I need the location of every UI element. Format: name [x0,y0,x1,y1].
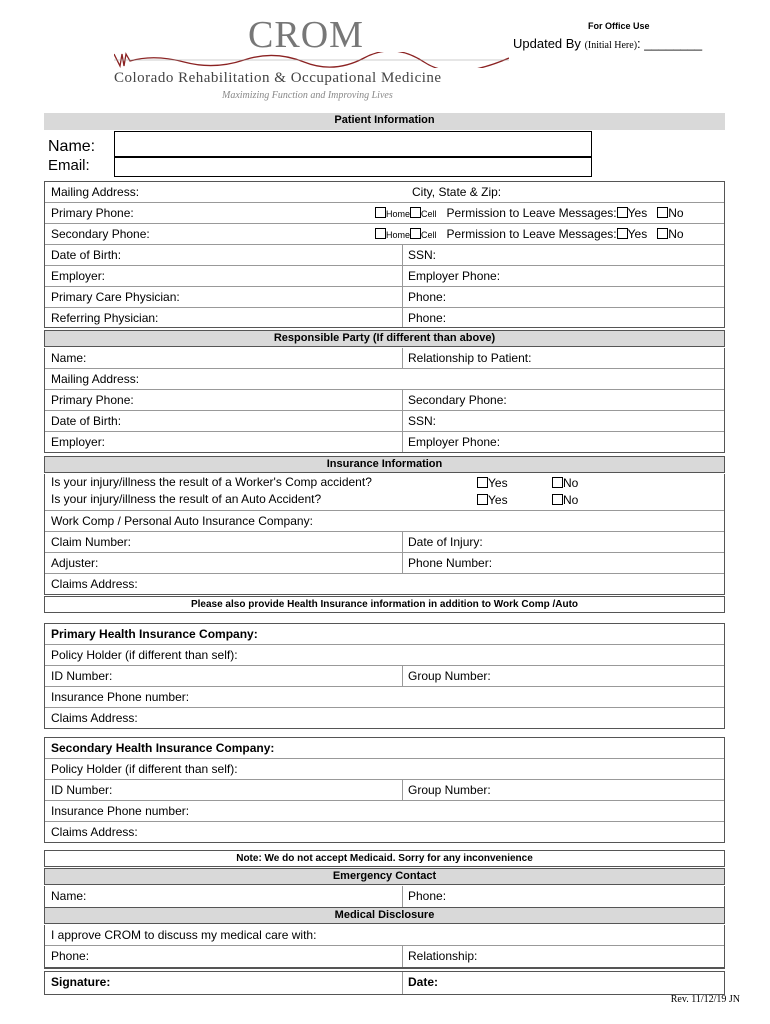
mailing-address-label: Mailing Address: [51,185,140,199]
rp-employer-label: Employer: [51,435,106,449]
insurance-company-label: Work Comp / Personal Auto Insurance Company: [51,514,313,528]
rp-relationship-label: Relationship to Patient: [408,351,532,365]
workers-comp-question: Is your injury/illness the result of a Worker's Comp accident? [51,475,372,489]
auto-accident-question: Is your injury/illness the result of an Auto Accident? [51,492,322,506]
logo-subtitle: Colorado Rehabilitation & Occupational Medicine [114,70,442,86]
primary-ins-phone-label: Insurance Phone number: [51,690,190,704]
cell-checkbox[interactable] [410,228,421,239]
row-rp-employer[interactable] [45,432,724,452]
row-primary-health-title[interactable] [45,624,724,645]
emergency-contact-heading: Emergency Contact [332,870,437,882]
row-rp-phone[interactable] [45,390,724,411]
no-label: No [668,227,684,241]
patient-info-bar [44,113,725,130]
cell-label: Cell [421,230,437,240]
column-divider [402,780,403,800]
home-label: Home [386,230,411,240]
permission-label: Permission to Leave Messages: [446,227,617,241]
yes-label: Yes [627,206,648,220]
health-insurance-note-bar [44,596,725,613]
responsible-party-bar [44,330,725,347]
row-secondary-health-title[interactable] [45,738,724,759]
cell-checkbox[interactable] [410,207,421,218]
column-divider [402,348,403,368]
workers-yes-checkbox[interactable] [477,477,488,488]
primary-health-table [44,623,725,729]
primary-health-title: Primary Health Insurance Company: [51,627,258,641]
row-signature[interactable] [45,972,724,994]
permission-yes-checkbox[interactable] [617,228,628,239]
row-primary-id[interactable] [45,666,724,687]
insurance-table [44,474,725,595]
column-divider [402,553,403,573]
insurance-info-bar [44,456,725,473]
row-employer[interactable] [45,266,724,287]
no-label: No [563,493,579,507]
responsible-party-heading: Responsible Party (If different than above) [273,332,496,344]
rp-dob-label: Date of Birth: [51,414,122,428]
row-secondary-phone[interactable] [45,224,724,245]
secondary-phone-label: Secondary Phone: [51,227,150,241]
secondary-ins-phone-label: Insurance Phone number: [51,804,190,818]
auto-no-checkbox[interactable] [552,494,563,505]
email-label: Email: [48,157,90,174]
row-dob[interactable] [45,245,724,266]
row-insurance-company[interactable] [45,511,724,532]
medicaid-note-bar [44,850,725,867]
disclosure-table [44,925,725,969]
claims-address-label: Claims Address: [51,577,138,591]
name-label: Name: [48,138,96,155]
column-divider [402,666,403,686]
adjuster-phone-label: Phone Number: [408,556,493,570]
row-claim-number[interactable] [45,532,724,553]
date-label: Date: [408,975,439,989]
column-divider [402,532,403,552]
row-disclosure-contact[interactable] [45,946,724,967]
relationship-label: Relationship: [408,949,478,963]
column-divider [402,886,403,907]
column-divider [402,245,403,265]
initial-here-label: (Initial Here) [584,40,638,51]
secondary-policy-holder-label: Policy Holder (if different than self): [51,762,238,776]
pcp-label: Primary Care Physician: [51,290,180,304]
medical-disclosure-heading: Medical Disclosure [334,909,435,921]
ssn-label: SSN: [408,248,437,262]
row-approve[interactable] [45,925,724,946]
yes-label: Yes [488,493,508,507]
row-accident-questions[interactable] [45,474,724,511]
permission-no-checkbox[interactable] [657,207,668,218]
row-rp-name[interactable] [45,348,724,369]
row-secondary-claims[interactable] [45,822,724,842]
date-of-injury-label: Date of Injury: [408,535,483,549]
rp-primary-phone-label: Primary Phone: [51,393,134,407]
row-adjuster[interactable] [45,553,724,574]
referring-label: Referring Physician: [51,311,159,325]
emergency-contact-bar [44,868,725,885]
row-mailing[interactable] [45,182,724,203]
row-primary-phone[interactable] [45,203,724,224]
home-checkbox[interactable] [375,207,386,218]
office-use-label: For Office Use [588,21,650,31]
logo-tagline: Maximizing Function and Improving Lives [222,90,393,101]
permission-yes-checkbox[interactable] [617,207,628,218]
claim-number-label: Claim Number: [51,535,132,549]
updated-by-field[interactable] [513,36,702,51]
row-referring[interactable] [45,308,724,327]
row-primary-ins-phone[interactable] [45,687,724,708]
responsible-party-table [44,348,725,453]
primary-id-label: ID Number: [51,669,113,683]
rp-name-label: Name: [51,351,87,365]
initial-blank: : ________ [637,36,703,51]
row-secondary-policy-holder[interactable] [45,759,724,780]
primary-group-label: Group Number: [408,669,491,683]
secondary-id-label: ID Number: [51,783,113,797]
column-divider [402,390,403,410]
column-divider [402,946,403,967]
updated-by-label: Updated By [513,36,581,51]
row-rp-mailing[interactable] [45,369,724,390]
row-primary-policy-holder[interactable] [45,645,724,666]
insurance-info-heading: Insurance Information [326,458,443,470]
medicaid-note: Note: We do not accept Medicaid. Sorry for any inconvenience [236,853,533,864]
employer-phone-label: Employer Phone: [408,269,501,283]
column-divider [402,411,403,431]
adjuster-label: Adjuster: [51,556,99,570]
pcp-phone-label: Phone: [408,290,447,304]
no-label: No [668,206,684,220]
health-insurance-note: Please also provide Health Insurance information in addition to Work Comp /Auto [190,599,579,610]
row-emergency[interactable] [45,886,724,907]
rp-secondary-phone-label: Secondary Phone: [408,393,507,407]
logo-wave-graphic [114,52,509,68]
permission-label: Permission to Leave Messages: [446,206,617,220]
dob-label: Date of Birth: [51,248,122,262]
approve-label: I approve CROM to discuss my medical care with: [51,928,317,942]
secondary-group-label: Group Number: [408,783,491,797]
row-claims-address[interactable] [45,574,724,594]
secondary-health-title: Secondary Health Insurance Company: [51,741,275,755]
email-input-box[interactable] [114,157,592,177]
patient-info-table [44,181,725,328]
row-secondary-id[interactable] [45,780,724,801]
row-rp-dob[interactable] [45,411,724,432]
referring-phone-label: Phone: [408,311,447,325]
signature-table [44,971,725,995]
column-divider [402,308,403,327]
disclosure-phone-label: Phone: [51,949,90,963]
yes-label: Yes [488,476,508,490]
rp-ssn-label: SSN: [408,414,437,428]
primary-phone-label: Primary Phone: [51,206,134,220]
signature-label: Signature: [51,975,111,989]
emergency-table [44,886,725,908]
patient-info-heading: Patient Information [334,114,435,126]
home-checkbox[interactable] [375,228,386,239]
row-primary-claims[interactable] [45,708,724,728]
home-label: Home [386,209,411,219]
column-divider [402,266,403,286]
revision-label: Rev. 11/12/19 JN [670,994,740,1005]
column-divider [402,432,403,452]
emergency-phone-label: Phone: [408,889,447,903]
primary-policy-holder-label: Policy Holder (if different than self): [51,648,238,662]
secondary-claims-label: Claims Address: [51,825,138,839]
rp-mailing-label: Mailing Address: [51,372,140,386]
yes-label: Yes [627,227,648,241]
row-pcp[interactable] [45,287,724,308]
secondary-health-table [44,737,725,843]
emergency-name-label: Name: [51,889,87,903]
rp-employer-phone-label: Employer Phone: [408,435,501,449]
city-state-zip-label: City, State & Zip: [412,185,502,199]
employer-label: Employer: [51,269,106,283]
primary-claims-label: Claims Address: [51,711,138,725]
workers-no-checkbox[interactable] [552,477,563,488]
cell-label: Cell [421,209,437,219]
column-divider [402,287,403,307]
permission-no-checkbox[interactable] [657,228,668,239]
name-input-box[interactable] [114,131,592,157]
row-secondary-ins-phone[interactable] [45,801,724,822]
auto-yes-checkbox[interactable] [477,494,488,505]
column-divider [402,972,403,994]
no-label: No [563,476,579,490]
medical-disclosure-bar [44,907,725,924]
logo-title: CROM [248,14,364,56]
